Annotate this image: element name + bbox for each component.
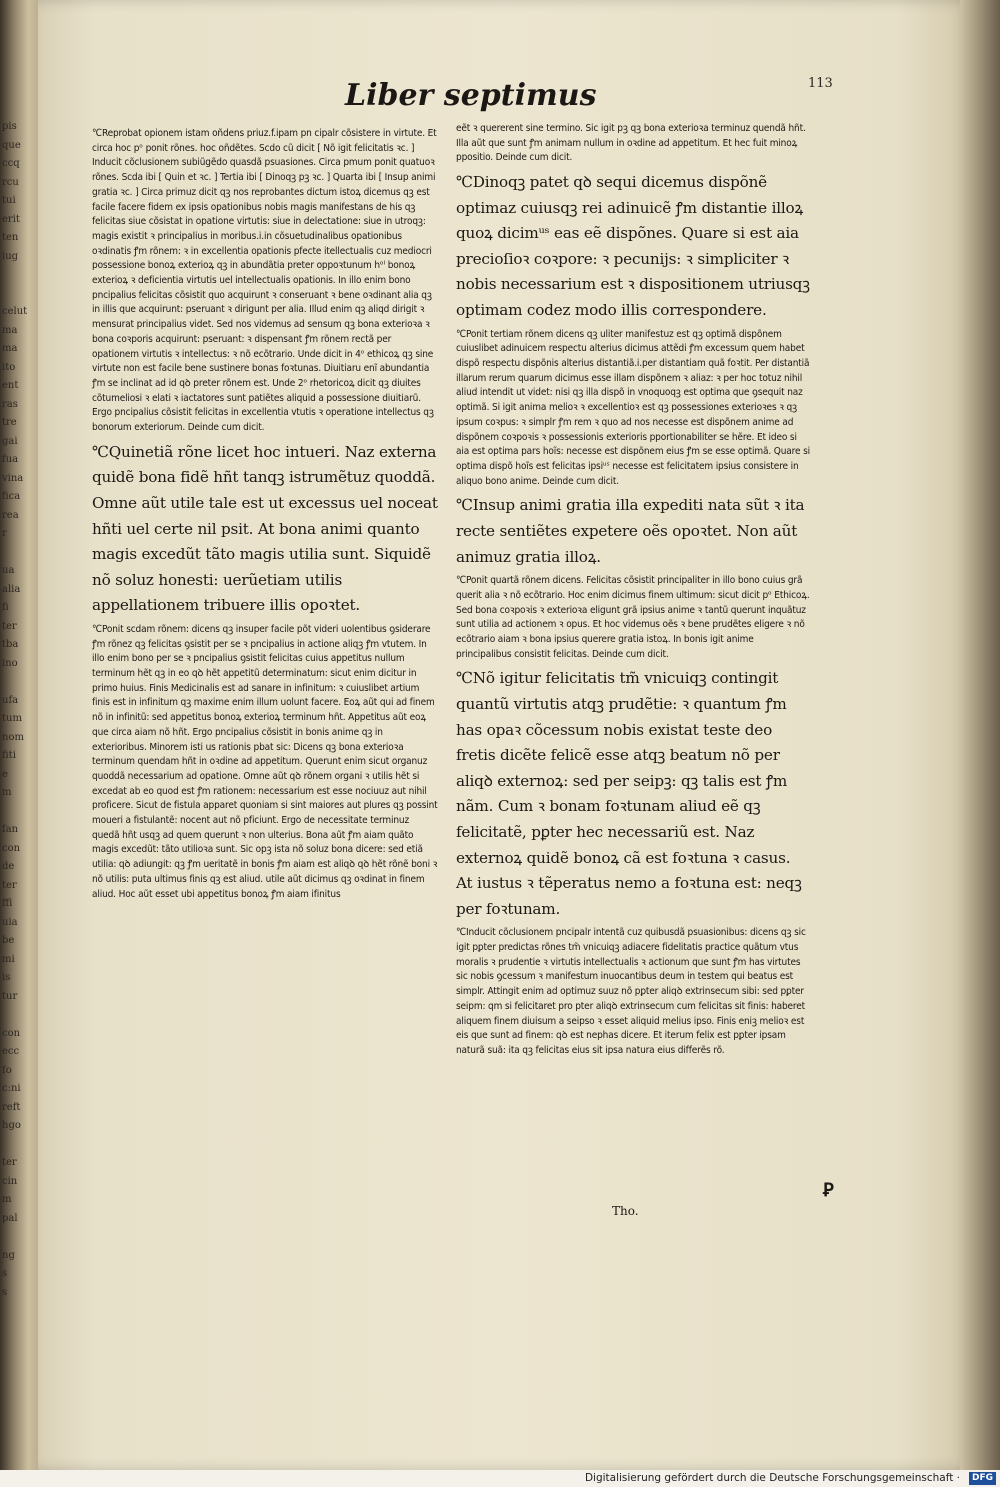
- page-stack-edge: [960, 0, 1000, 1470]
- signature-line: Tho.: [612, 1204, 639, 1218]
- running-head: Liber septimus: [345, 78, 597, 113]
- margin-fragment: mi: [2, 953, 15, 965]
- margin-fragment: ter: [2, 620, 17, 632]
- margin-fragment: ccq: [2, 158, 20, 169]
- margin-fragment: ng: [2, 1249, 15, 1261]
- margin-fragment: s: [2, 1268, 8, 1279]
- margin-fragment: ma: [2, 324, 18, 336]
- margin-fragment: r: [2, 528, 7, 539]
- margin-fragment: ito: [2, 361, 16, 373]
- margin-fragment: nom: [2, 731, 24, 743]
- margin-fragment: celut: [2, 306, 28, 317]
- margin-fragment: ecc: [2, 1046, 20, 1057]
- right-text-column: [456, 122, 811, 1063]
- margin-fragment: ent: [2, 380, 19, 391]
- margin-fragment: con: [2, 842, 21, 854]
- margin-fragment: tui: [2, 195, 16, 206]
- left-text-column: [92, 127, 439, 906]
- margin-fragment: alia: [2, 583, 21, 595]
- margin-fragment: ter: [2, 1157, 17, 1168]
- margin-fragment: vina: [2, 472, 24, 484]
- commentary-paragraph: eẽt ꝛ quererent sine termino. Sic igit pꝫ qꝫ bona exterioꝛa terminuz quendã hñt. Illa aũt que sunt ꝭm animam nullum in oꝛdine ad appetitum. Et hec fuit minoꝝ ppositio. Deinde cum dicit.: [456, 123, 806, 164]
- margin-fragment: ino: [2, 657, 18, 669]
- margin-fragment: pis: [2, 121, 17, 132]
- main-text-paragraph: ℃Insup animi gratia illa expediti nata sũt ꝛ ita recte sentiẽtes expetere oẽs opoꝛtet. Non aũt animuz gratia illoꝝ.: [456, 496, 805, 566]
- margin-fragment: ten: [2, 232, 19, 243]
- commentary-paragraph: ℃Ponit scdam rõnem: dicens qꝫ insuper facile põt videri uolentibus ꝯsiderare ꝭm rõnez qꝫ felicitas ꝯsistit per se ꝛ pncipalius in actione aliqꝫ ꝭm vtutem. In illo enim bono per se ꝛ pncipalius ꝯsistit felicitas cuius appetitus nullum terminum hẽt qꝫ in eo qꝺ hẽt appetitũ determinatum: sicut enim dicitur in primo huius. Finis Medicinalis est ad sanare in infinitum: ꝛ cuiuslibet artium finis est in infinitum qꝫ maxime enim illum uolunt facere. Eoꝝ aũt qui ad finem nõ in infinitũ: sed appetitus bonoꝝ exterioꝝ terminum hñt. Appetitus aũt eoꝝ que circa aiam nõ hñt. Ergo pncipalius cõsistit in bonis anime qꝫ in exterioribus. Minorem isti us rationis pbat sic: Dicens qꝫ bona exterioꝛa terminum quendam hñt in oꝛdine ad appetitum. Querunt enim sicut organuz quoddã necessarium ad opatione. Omne aũt qꝺ rõnem organi ꝛ utilis hẽt si excedat ab eo quod est ꝭm rationem: necessarium est esse nociuuz aut nihil proficere. Sicut de fistula apparet quoniam si sint maiores aut plures qꝫ possint moueri a fistulantẽ: nocent aut nõ pficiunt. Ergo de necessitate terminuz quedã hñt usqꝫ ad quem querunt ꝛ non ulterius. Bona aũt ꝭm aiam quãto magis excedũt: tãto utilioꝛa sunt. Sic opꝫ ista nõ soluz bona dicere: sed etiã utilia: qꝺ adiungit: qꝫ ꝭm ueritatẽ in bonis ꝭm aiam est aliqꝺ qꝺ hẽt rõnẽ boni ꝛ nõ utilis: puta ultimus finis qꝫ est aliud. utile aũt dicimus qꝫ oꝛdinat in finem aliud. Hoc aũt esset ubi appetitus bonoꝝ ꝭm aiam ifinitus: [92, 623, 438, 900]
- margin-fragment: fica: [2, 491, 21, 502]
- margin-fragment: que: [2, 139, 21, 151]
- margin-fragment: fo: [2, 1064, 12, 1076]
- margin-fragment: tum: [2, 713, 22, 724]
- margin-fragment: pal: [2, 1212, 18, 1224]
- margin-fragment: be: [2, 935, 15, 946]
- margin-fragment: s: [2, 1286, 8, 1298]
- margin-fragment: ma: [2, 343, 18, 354]
- dfg-logo: DFG: [969, 1472, 996, 1485]
- margin-fragment: ter: [2, 879, 17, 891]
- commentary-paragraph: ℃Reprobat opionem istam oñdens priuz.f.ipam pn cipalr cõsistere in virtute. Et circa hoc pᵒ ponit rõnes. hoc oñdẽtes. Scdo cũ dicit [ Nõ igit felicitatis ꝛc. ] Inducit cõclusionem subiũgẽdo quasdã psuasiones. Circa pmum ponit quatuoꝛ rõnes. Scda ibi [ Quin et ꝛc. ] Tertia ibi [ Dinoqꝫ pꝫ ꝛc. ] Quarta ibi [ Insup animi gratia ꝛc. ] Circa primuz dicit qꝫ nos reprobantes dictum istoꝝ dicemus qꝫ est facile facere fidem ex ipsis opationibus nobis magis manifestans de his qꝫ felicitas siue cõsistat in opatione virtutis: siue in delectatione: siue in utroqꝫ: magis existit ꝛ principalius in moribus.i.in cõsuetudinalibus opationibus oꝛdinatis ꝭm rõnem: ꝛ in excellentia opationis pfecte itellectualis cuz mediocri possessione bonoꝝ exterioꝝ qꝫ in abundãtia preter oppoꝛtunum hᵒᴵ bonoꝝ exterioꝝ ꝛ deficientia virtutis uel intellectualis opationis. In illo enim bono pncipalius felicitas cõsistit quo acquirunt ꝛ conseruant ꝛ bene oꝛdinant alia qꝫ in illis que acquirunt: pseruant ꝛ dirigunt per alia. Illud enim qꝫ aliqd dirigit ꝛ mensurat principalius videt. Sed nos videmus ad sensum qꝫ bona exterioꝛa ꝛ bona coꝛporis acquirunt: pseruant: ꝛ dispensant ꝭm rõnem rectã per opationem virtutis ꝛ intellectus: ꝛ nõ ecõtrario. Unde dicit in 4ᵒ ethicoꝝ qꝫ sine virtute non est facile bene sustinere bonas foꝛtunas. Diuitiaru enĩ abundantia ꝭm se inclinat ad id qꝺ preter rõnem est. Unde 2ᵒ rhetoricoꝝ dicit qꝫ diuites cõtumeliosi ꝛ elati ꝛ iactatores sunt patiẽtes aliquid a possessione diuitiarũ. Ergo pncipalius cõsistit felicitas in excellentia vtutis ꝛ operatione intellectus qꝫ bonorum exteriorum. Deinde cum dicit.: [92, 128, 437, 434]
- margin-fragment: c:ni: [2, 1083, 21, 1094]
- margin-fragment: ufa: [2, 694, 19, 706]
- margin-fragment: m: [2, 1194, 12, 1205]
- folio-number: 113: [808, 76, 833, 91]
- margin-fragment: iug: [2, 250, 19, 262]
- margin-fragment: ua: [2, 565, 15, 576]
- commentary-paragraph: ℃Ponit quartã rõnem dicens. Felicitas cõsistit principaliter in illo bono cuius grã querit alia ꝛ nõ ecõtrario. Hoc enim dicimus finem ultimum: sicut dicit pᵒ Ethicoꝝ. Sed bona coꝛpoꝛis ꝛ exterioꝛa eligunt grã ipsius anime ꝛ tantũ querunt inquãtuz sunt utilia ad actionem ꝛ opus. Et hoc videmus oẽs ꝛ bene prudẽtes eligere ꝛ nõ ecõtrario aiam ꝛ bona ipsius querere gratia istoꝝ. In bonis igit anime principalibus consistit felicitas. Deinde cum dicit.: [456, 575, 810, 660]
- margin-fragment: ras: [2, 398, 18, 410]
- margin-fragment: con: [2, 1027, 21, 1039]
- margin-fragment: ffi: [2, 898, 13, 909]
- margin-fragment: reft: [2, 1101, 21, 1113]
- margin-fragment: tre: [2, 417, 17, 428]
- previous-page-edge: [0, 0, 40, 1470]
- catchword: Ꝑ: [823, 1180, 834, 1201]
- margin-fragment: fan: [2, 824, 19, 835]
- footer-bar: [0, 1470, 1000, 1487]
- margin-fragment: rcu: [2, 176, 19, 188]
- main-text-paragraph: ℃Quinetiã rõne licet hoc intueri. Naz externa quidẽ bona fidẽ hñt tanqꝫ istrumẽtuz quoddã. Omne aũt utile tale est ut excessus uel noceat hñti uel certe nil psit. At bona animi quanto magis excedũt tãto magis utilia sunt. Siquidẽ nõ soluz honesti: uerũetiam utilis appellationem tribuere illis opoꝛtet.: [92, 442, 438, 615]
- margin-fragment: fua: [2, 454, 19, 465]
- margin-fragment: fi: [2, 602, 9, 613]
- main-text-paragraph: ℃Dinoqꝫ patet qꝺ sequi dicemus dispõnẽ optimaz cuiusqꝫ rei adinuicẽ ꝭm distantie illoꝝ quoꝝ dicimᵘˢ eas eẽ dispõnes. Quare si est aia precioſioꝛ coꝛpore: ꝛ pecunijs: ꝛ simpliciter ꝛ nobis necessarium est ꝛ dispositionem utriusqꝫ optimam codez modo illis correspondere.: [456, 173, 810, 320]
- margin-fragment: is: [2, 972, 11, 983]
- commentary-paragraph: ℃Inducit cõclusionem pncipalr intentã cuz quibusdã psuasionibus: dicens qꝫ sic igit pꝑter predictas rõnes tm̃ vnicuiqꝫ adiacere fidelitatis practice quãtum vtus moralis ꝛ prudentie ꝛ virtutis intellectualis ꝛ actionum que sunt ꝭm has virtutes sic nobis ꝯcessum ꝛ manifestum inuocantibus deum in testem qui beatus est simplr. Attingit enim ad optimuz suuz nõ pꝑter aliqꝺ extrinsecum sibi: sed pꝑter seipm: qm si felicitaret pro pter aliqꝺ extrinsecum cum felicitas sit finis: haberet aliquem finem diuisum a seipso ꝛ esset aliquid melius ipso. Finis eniꝫ melioꝛ est eis que sunt ad finem: qꝺ est nephas dicere. Et iterum felix est pꝑter ipsam naturã suã: ita qꝫ felicitas eius sit ipsa natura eius differẽs rõ.: [456, 927, 806, 1056]
- margin-fragment: erit: [2, 213, 20, 225]
- margin-fragment: tba: [2, 639, 19, 650]
- margin-fragment: de: [2, 861, 15, 872]
- margin-fragment: uia: [2, 916, 18, 928]
- margin-fragment: rea: [2, 509, 19, 521]
- margin-fragment: hgo: [2, 1120, 21, 1131]
- footer-credit: Digitalisierung gefördert durch die Deutsche Forschungsgemeinschaft ·: [584, 1472, 960, 1484]
- margin-fragment: gai: [2, 435, 18, 447]
- margin-fragment: cin: [2, 1175, 18, 1187]
- margin-fragment: e: [2, 768, 8, 780]
- commentary-paragraph: ℃Ponit tertiam rõnem dicens qꝫ uliter manifestuz est qꝫ optimã dispõnem cuiuslibet adinuicem respectu alterius dicimus attẽdi ꝭm excessum quem habet dispõ respectu dispõnis alterius distantiã.i.per distantiam quã foꝛtit. Per distantiã illarum rerum quarum dicimus esse illam dispõnem ꝛ aliaz: ꝛ per hoc totuz nihil aliud intendit ut videt: nisi qꝫ illa dispõ in vnoquoqꝫ est optima que ꝯsequit naz optimã. Si igit anima melioꝛ ꝛ excellentioꝛ est qꝫ possessiones exterioꝛes ꝛ qꝫ ipsum coꝛpus: ꝛ simplr ꝭm rem ꝛ quo ad nos necesse est dispõnem anime ad dispõnem coꝛpoꝛis ꝛ possessionis exterioris pportionabiliter se hẽre. Et ideo si aia est optima pars hoĩs: necesse est dispõnem eius ꝭm se esse optimã. Quare si optima dispõ hoĩs est felicitas ipsiᵘˢ necesse est felicitatem ipsius consistere in aliquo bono anime. Deinde cum dicit.: [456, 328, 810, 487]
- margin-fragment: tur: [2, 990, 18, 1002]
- margin-fragment: fiti: [2, 750, 16, 761]
- main-text-paragraph: ℃Nõ igitur felicitatis tm̃ vnicuiqꝫ contingit quantũ virtutis atqꝫ prudẽtie: ꝛ quantum ꝭm has opaꝛ cõcessum nobis existat teste deo fretis dicẽte felicẽ esse atqꝫ beatum nõ per aliqꝺ externoꝝ: sed per seipꝫ: qꝫ talis est ꝭm nãm. Cum ꝛ bonam foꝛtunam aliud eẽ qꝫ felicitatẽ, pꝑter hec necessariũ est. Naz externoꝝ quidẽ bonoꝝ cã est foꝛtuna ꝛ casus. At iustus ꝛ tẽperatus nemo a foꝛtuna est: neqꝫ per foꝛtunam.: [456, 669, 802, 918]
- margin-fragment: m: [2, 787, 12, 798]
